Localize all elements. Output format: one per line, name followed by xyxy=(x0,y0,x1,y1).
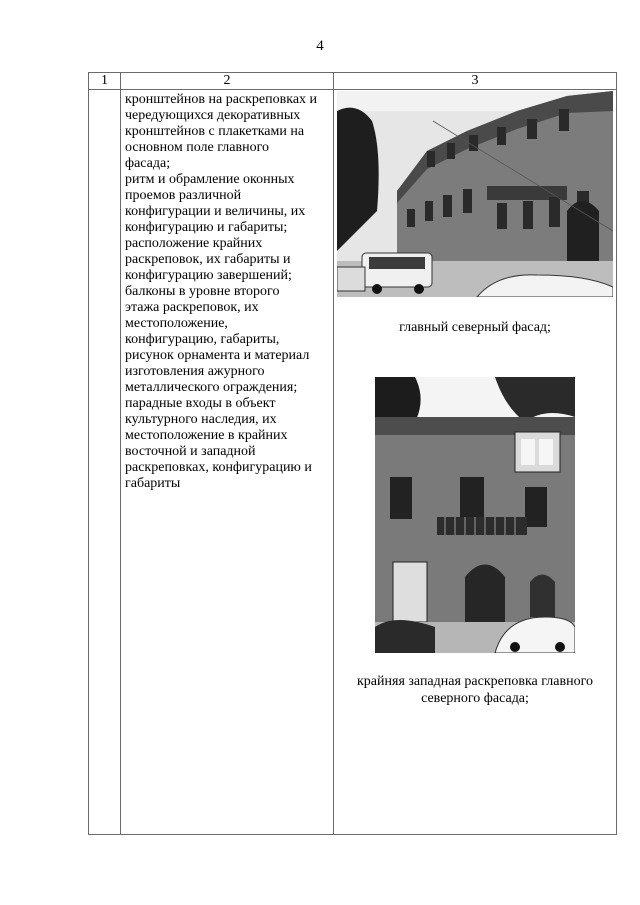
text-line: кронштейнов на раскреповках и xyxy=(125,92,318,107)
text-line: раскреповках, конфигурацию и xyxy=(125,460,312,475)
text-line: фасада; xyxy=(125,156,171,171)
body-col-2 xyxy=(121,90,334,835)
text-line: местоположение, xyxy=(125,316,228,331)
text-line: изготовления ажурного xyxy=(125,364,265,379)
text-line: кронштейнов с плакетками на xyxy=(125,124,305,139)
text-line: конфигурацию завершений; xyxy=(125,268,292,283)
text-line: конфигурацию, габариты, xyxy=(125,332,280,347)
table-header-row xyxy=(89,73,617,90)
text-line: основном поле главного xyxy=(125,140,269,155)
header-col-3: 3 xyxy=(334,73,617,90)
text-line: раскреповок, их габариты и xyxy=(125,252,291,267)
text-line: конфигурацию и габариты; xyxy=(125,220,288,235)
body-col-3 xyxy=(334,90,617,835)
text-line: рисунок орнамента и материал xyxy=(125,348,310,363)
west-risalit-photo xyxy=(375,377,575,653)
header-col-2: 2 xyxy=(121,73,334,90)
text-line: восточной и западной xyxy=(125,444,256,459)
text-line: конфигурации и величины, их xyxy=(125,204,306,219)
caption-line: крайняя западная раскреповка главного xyxy=(357,674,593,689)
text-line: габариты xyxy=(125,476,181,491)
photo-caption-2 xyxy=(334,673,616,707)
text-line: балконы в уровне второго xyxy=(125,284,280,299)
caption-line: северного фасада; xyxy=(421,691,529,706)
photo-caption-1: главный северный фасад; xyxy=(399,320,551,335)
text-line: этажа раскреповок, их xyxy=(125,300,259,315)
text-line: проемов различной xyxy=(125,188,242,203)
north-facade-photo xyxy=(337,91,613,297)
page-number: 4 xyxy=(316,38,324,54)
text-line: расположение крайних xyxy=(125,236,263,251)
text-line: ритм и обрамление оконных xyxy=(125,172,295,187)
text-line: парадные входы в объект xyxy=(125,396,276,411)
text-line: чередующихся декоративных xyxy=(125,108,301,123)
text-line: местоположение в крайних xyxy=(125,428,288,443)
table-body-row xyxy=(89,90,617,835)
text-line: металлического ограждения; xyxy=(125,380,298,395)
text-line: культурного наследия, их xyxy=(125,412,277,427)
body-col-1 xyxy=(89,90,121,835)
header-col-1: 1 xyxy=(89,73,121,90)
monument-description-table xyxy=(88,72,617,835)
protected-features-text xyxy=(125,92,331,492)
